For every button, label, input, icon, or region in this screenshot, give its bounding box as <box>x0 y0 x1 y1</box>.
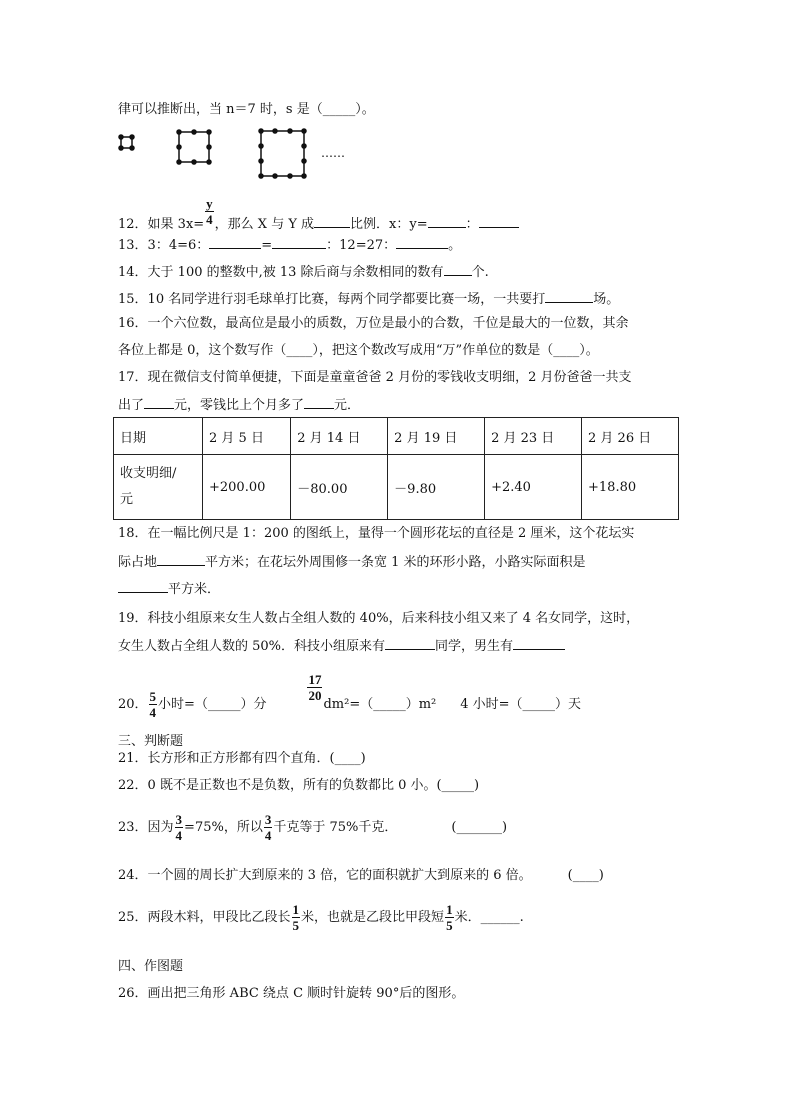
q23-fraction-1: $\frac{3}{4}$ <box>175 812 183 843</box>
table-header-cell: 2 月 19 日 <box>388 418 485 455</box>
table-row-label: 收支明细/ 元 <box>114 455 203 520</box>
q15-line: 15．10 名同学进行羽毛球单打比赛，每两个同学都要比赛一场，一共要打 场。 <box>118 289 619 309</box>
section-3-heading: 三、判断题 <box>118 734 184 749</box>
q20-fraction-2: $\frac{17}{20}$ <box>308 672 322 703</box>
pattern-ellipsis: …… <box>321 146 345 160</box>
table-header-cell: 2 月 23 日 <box>485 418 582 455</box>
q13-line: 13．3：4=6： = ：12=27： 。 <box>118 235 461 255</box>
q26-line: 26．画出把三角形 ABC 绕点 C 顺时针旋转 90°后的图形。 <box>118 986 465 1001</box>
q22-line: 22．0 既不是正数也不是负数，所有的负数都比 0 小。(_____) <box>118 778 480 793</box>
q21-line: 21．长方形和正方形都有四个直角．(____) <box>118 751 366 766</box>
dot-square-1 <box>119 135 134 150</box>
q12-line: 12．如果 3x= $\frac{y}{4}$ ，那么 X 与 Y 成 比例．x：y= ： <box>118 196 519 234</box>
table-cell: －80.00 <box>291 455 388 520</box>
q20-line: 20． $\frac{5}{4}$ 小时=（_____）分 $\frac{17}{20}$ dm²=（_____）m² 4 小时=（_____）天 <box>118 672 582 720</box>
q14-line: 14．大于 100 的整数中,被 13 除后商与余数相同的数有 个. <box>118 262 489 282</box>
q17-line-2: 出了 元，零钱比上个月多了 元． <box>118 395 360 415</box>
table-header-cell: 2 月 5 日 <box>203 418 291 455</box>
table-cell: －9.80 <box>388 455 485 520</box>
table-header-cell: 2 月 14 日 <box>291 418 388 455</box>
q18-line-2: 际占地 平方米；在花坛外周围修一条宽 1 米的环形小路，小路实际面积是 <box>118 552 586 572</box>
q23-fraction-2: $\frac{3}{4}$ <box>264 812 272 843</box>
dot-square-2 <box>177 130 211 164</box>
q20-fraction-1: $\frac{5}{4}$ <box>149 689 157 720</box>
table-header-cell: 2 月 26 日 <box>582 418 679 455</box>
q25-fraction-1: $\frac{1}{5}$ <box>292 902 300 933</box>
q16-line-1: 16．一个六位数，最高位是最小的质数，万位是最小的合数，千位是最大的一位数，其余 <box>118 316 629 331</box>
q18-line-1: 18．在一幅比例尺是 1：200 的图纸上，量得一个圆形花坛的直径是 2 厘米，这个花坛实 <box>118 526 635 541</box>
wallet-ledger-table <box>113 417 679 520</box>
q19-line-2: 女生人数占全组人数的 50%．科技小组原来有 同学，男生有 <box>118 636 565 656</box>
table-cell: +200.00 <box>203 455 291 520</box>
table-row <box>114 455 679 520</box>
q19-line-1: 19．科技小组原来女生人数占全组人数的 40%，后来科技小组又来了 4 名女同学，这时， <box>118 611 640 626</box>
q18-line-3: 平方米． <box>118 579 220 599</box>
dot-square-3 <box>259 129 306 178</box>
q17-line-1: 17．现在微信支付简单便捷，下面是童童爸爸 2 月份的零钱收支明细，2 月份爸爸一共支 <box>118 370 632 385</box>
table-header-cell: 日期 <box>114 418 203 455</box>
q16-line-2: 各位上都是 0，这个数写作（____），把这个数改写成用“万”作单位的数是（____）。 <box>118 343 599 358</box>
table-header-row <box>114 418 679 455</box>
q23-line: 23．因为 $\frac{3}{4}$ =75%，所以 $\frac{3}{4}$ 千克等于 75%千克． (_______) <box>118 812 508 843</box>
q11-tail-line: 律可以推断出，当 n＝7 时，s 是（_____）。 <box>118 102 375 117</box>
table-cell: +2.40 <box>485 455 582 520</box>
q12-fraction: $\frac{y}{4}$ <box>206 196 213 227</box>
q25-fraction-2: $\frac{1}{5}$ <box>446 902 453 933</box>
table-cell: +18.80 <box>582 455 679 520</box>
q24-line: 24．一个圆的周长扩大到原来的 3 倍，它的面积就扩大到原来的 6 倍。 (____) <box>118 868 604 883</box>
dot-square-pattern-figure <box>118 127 368 187</box>
section-4-heading: 四、作图题 <box>118 959 184 974</box>
q25-line: 25．两段木料，甲段比乙段长 $\frac{1}{5}$ 米，也就是乙段比甲段短 $\frac{1}{5}$ 米．______. <box>118 902 524 933</box>
